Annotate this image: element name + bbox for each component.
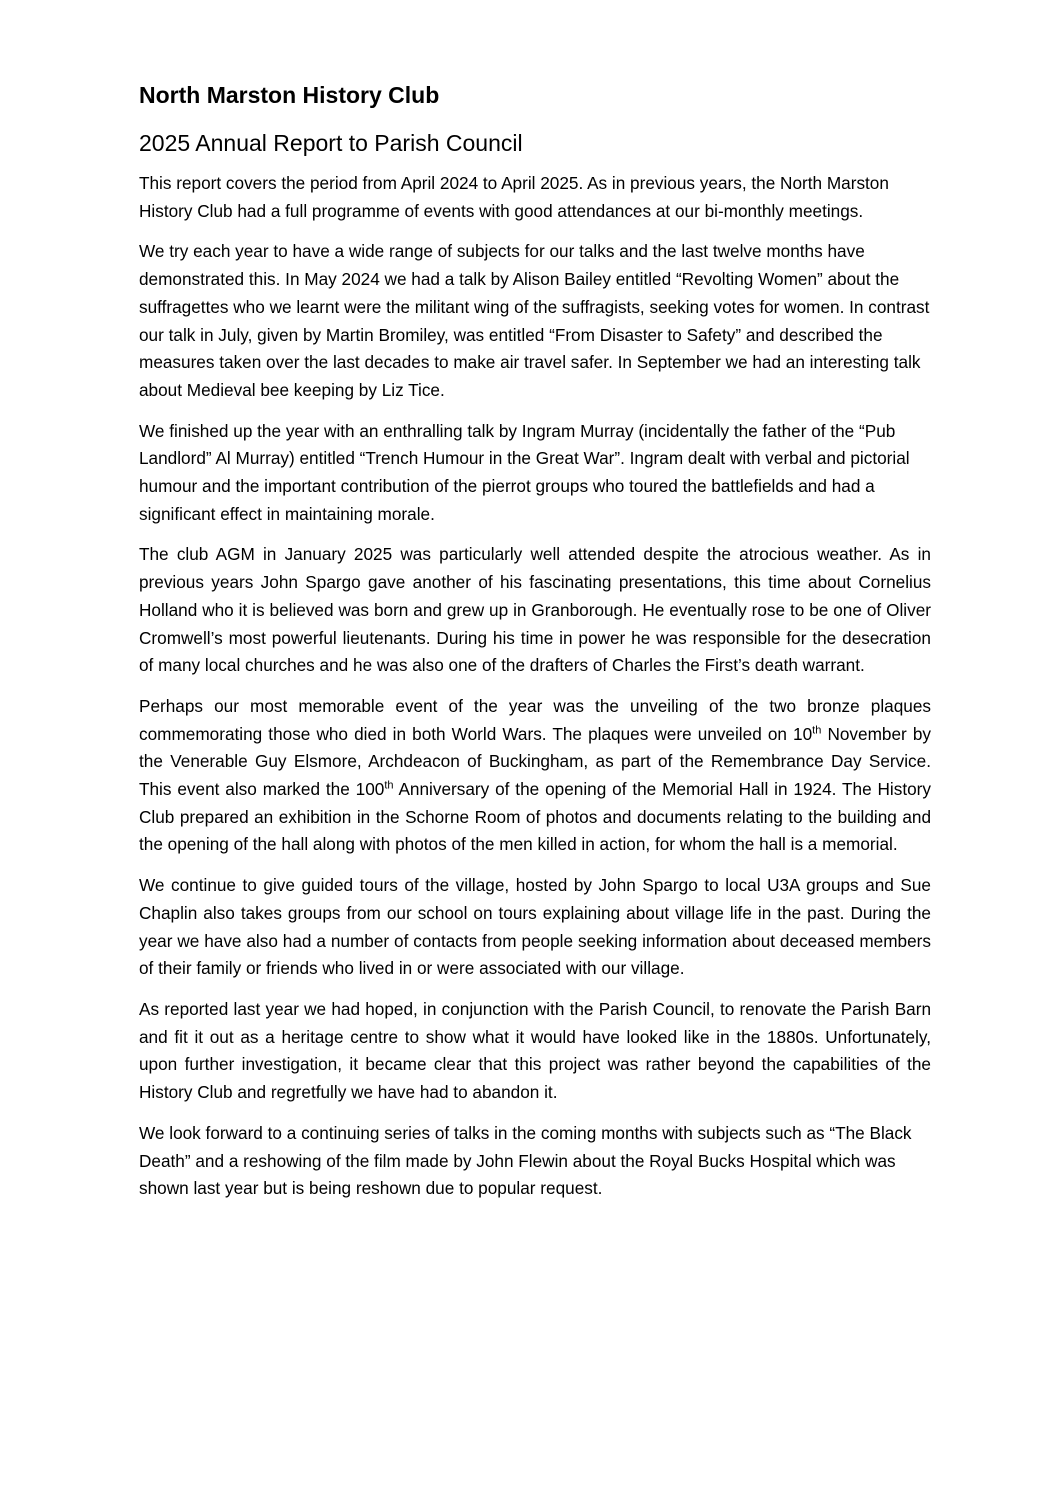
plaques-text-part-2: November by the Venerable Guy Elsmore, Archdeacon of Buckingham, as part of the Remembrance Day Service. This event also marked the 100 (139, 723, 931, 800)
ordinal-suffix: th (812, 723, 822, 736)
document-page (139, 78, 931, 1216)
plaques-text-part-1: Perhaps our most memorable event of the year was the unveiling of the two bronze plaques commemorating those who died in both World Wars. The plaques were unveiled on 10 (139, 695, 931, 744)
ordinal-suffix: th (384, 779, 394, 792)
paragraph-guided-tours: We continue to give guided tours of the village, hosted by John Spargo to local U3A groups and Sue Chaplin also takes groups from our school on tours explaining about village life in the past. During the year we have also had a number of contacts from people seeking information about deceased members of their family or friends who lived in or were associated with our village. (139, 875, 931, 979)
paragraph-club-agm: The club AGM in January 2025 was particularly well attended despite the atrocious weather. As in previous years John Spargo gave another of his fascinating presentations, this time about Cornelius Holland who it is believed was born and grew up in Granborough. He eventually rose to be one of Oliver Cromwell’s most powerful lieutenants. During his time in power he was responsible for the desecration of many local churches and he was also one of the drafters of Charles the First’s death warrant. (139, 544, 931, 676)
document-title: North Marston History Club (139, 82, 440, 108)
document-subtitle: 2025 Annual Report to Parish Council (139, 130, 523, 156)
paragraph-trench-humour: We finished up the year with an enthralling talk by Ingram Murray (incidentally the father of the “Pub Landlord” Al Murray) entitled “Trench Humour in the Great War”. Ingram dealt with verbal and pictorial humour and the important contribution of the pierrot groups who toured the battlefields and had a significant effect in maintaining morale. (139, 420, 910, 524)
paragraph-report-period: This report covers the period from April 2024 to April 2025. As in previous years, the North Marston History Club had a full programme of events with good attendances at our bi-monthly meetings. (139, 173, 889, 221)
paragraph-parish-barn: As reported last year we had hoped, in conjunction with the Parish Council, to renovate the Parish Barn and fit it out as a heritage centre to show what it would have looked like in the 1880s. Unfortunately, upon further investigation, it became clear that this project was rather beyond the capabilities of the History Club and regretfully we have had to abandon it. (139, 998, 931, 1103)
paragraph-talks-range: We try each year to have a wide range of subjects for our talks and the last twelve months have demonstrated this. In May 2024 we had a talk by Alison Bailey entitled “Revolting Women” about the suffragettes who we learnt were the militant wing of the suffragists, seeking votes for women. In contrast our talk in July, given by Martin Bromiley, was entitled “From Disaster to Safety” and described the measures taken over the last decades to make air travel safer. In September we had an interesting talk about Medieval bee keeping by Liz Tice. (139, 241, 930, 400)
paragraph-bronze-plaques (139, 693, 931, 859)
paragraph-future-talks: We look forward to a continuing series of talks in the coming months with subjects such as “The Black Death” and a reshowing of the film made by John Flewin about the Royal Bucks Hospital which was shown last year but is being reshown due to popular request. (139, 1122, 912, 1199)
plaques-text-part-3: Anniversary of the opening of the Memorial Hall in 1924. The History Club prepared an exhibition in the Schorne Room of photos and documents relating to the building and the opening of the hall along with photos of the men killed in action, for whom the hall is a memorial. (139, 779, 931, 855)
